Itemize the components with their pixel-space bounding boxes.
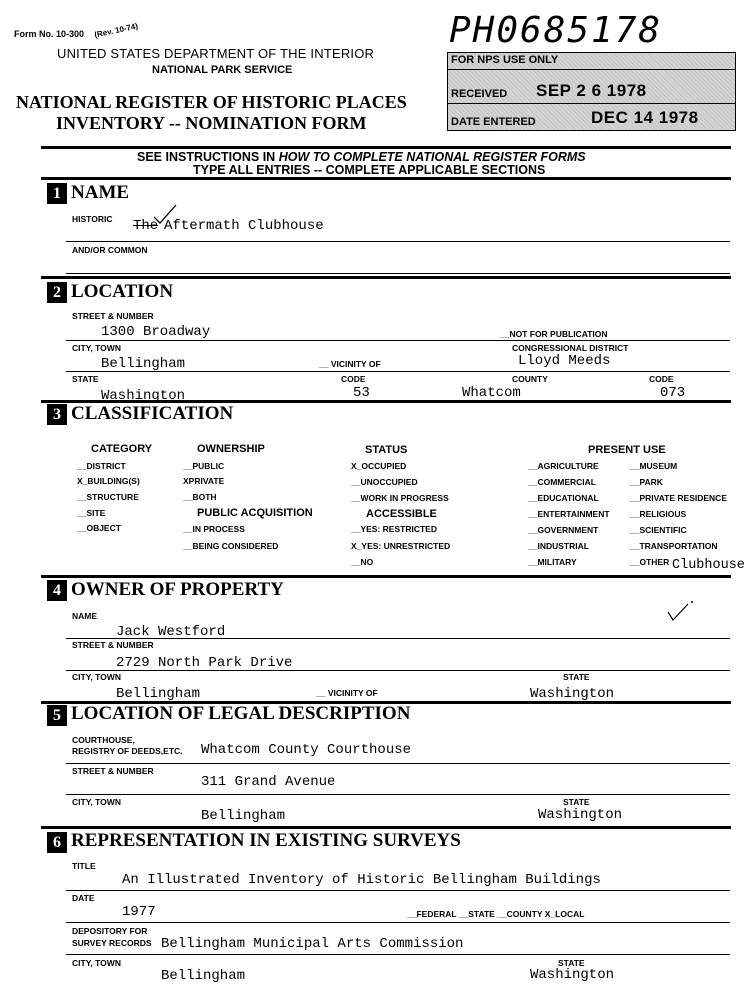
category-header: CATEGORY (91, 443, 153, 455)
rule (41, 826, 731, 829)
present-use-item: __INDUSTRIAL (528, 541, 589, 551)
rule (66, 922, 730, 923)
section-title: NAME (71, 182, 130, 203)
nps-use-label: FOR NPS USE ONLY (451, 54, 559, 66)
legal-street-value: 311 Grand Avenue (201, 774, 336, 790)
form-title-line1: NATIONAL REGISTER OF HISTORIC PLACES (16, 92, 407, 112)
present-use-item: __ENTERTAINMENT (528, 509, 610, 519)
state-value: Washington (101, 388, 186, 404)
present-use-item: __MUSEUM (630, 461, 678, 471)
form-number: Form No. 10-300 (14, 29, 85, 39)
rule (66, 954, 730, 955)
owner-street-label: STREET & NUMBER (72, 640, 154, 650)
rule (41, 146, 731, 149)
owner-city-label: CITY, TOWN (72, 672, 121, 682)
survey-title-label: TITLE (72, 861, 96, 871)
section-number: 1 (47, 183, 67, 204)
owner-name-value: Jack Westford (116, 624, 226, 640)
handwritten-reference-number: PH0685178 (449, 10, 663, 51)
section-number: 5 (47, 705, 67, 726)
section-number: 6 (47, 832, 67, 853)
legal-street-label: STREET & NUMBER (72, 766, 154, 776)
present-use-item: __RELIGIOUS (630, 509, 687, 519)
county-code-label: CODE (649, 374, 674, 384)
ownership-header: OWNERSHIP (197, 443, 265, 455)
ownership-item: XPRIVATE (183, 476, 225, 486)
survey-state-label: STATE (558, 958, 585, 968)
rule (41, 575, 731, 578)
status-header: STATUS (365, 444, 408, 456)
public-acquisition-header: PUBLIC ACQUISITION (197, 507, 313, 519)
acquisition-item: __IN PROCESS (183, 524, 245, 534)
present-use-item: __SCIENTIFIC (630, 525, 687, 535)
rule (41, 276, 731, 279)
present-use-item: __MILITARY (528, 557, 577, 567)
city-value: Bellingham (101, 356, 186, 372)
checkmark-icon (666, 598, 696, 624)
legal-city-value: Bellingham (201, 808, 286, 824)
legal-state-value: Washington (538, 807, 623, 823)
category-item: __STRUCTURE (77, 492, 139, 502)
present-use-item: __TRANSPORTATION (630, 541, 718, 551)
section-title: OWNER OF PROPERTY (71, 579, 284, 600)
present-use-header: PRESENT USE (588, 444, 666, 456)
vicinity-label: __ VICINITY OF (319, 359, 381, 369)
nps-use-box (447, 52, 736, 131)
state-code-value: 53 (353, 385, 370, 401)
rule (66, 273, 730, 274)
section-number: 4 (47, 580, 67, 601)
present-use-item: __PRIVATE RESIDENCE (630, 493, 727, 503)
rule (66, 371, 730, 372)
survey-date-label: DATE (72, 893, 95, 903)
survey-city-label: CITY, TOWN (72, 958, 121, 968)
historic-struck-word: The (133, 218, 159, 234)
survey-records-label: SURVEY RECORDS (72, 938, 152, 948)
legal-city-label: CITY, TOWN (72, 797, 121, 807)
present-use-item: __COMMERCIAL (528, 477, 597, 487)
section-number: 3 (47, 404, 67, 425)
rule (66, 638, 730, 639)
present-use-item: __EDUCATIONAL (528, 493, 599, 503)
rule (66, 763, 730, 764)
ownership-item: __PUBLIC (183, 461, 225, 471)
owner-state-label: STATE (563, 672, 590, 682)
received-label: RECEIVED (451, 88, 508, 100)
county-label: COUNTY (512, 374, 548, 384)
survey-level-options: __FEDERAL __STATE __COUNTY X_LOCAL (407, 909, 585, 919)
section-title: CLASSIFICATION (71, 403, 234, 424)
city-label: CITY, TOWN (72, 343, 121, 353)
section-title: REPRESENTATION IN EXISTING SURVEYS (71, 830, 461, 851)
accessible-item: __YES: RESTRICTED (351, 524, 437, 534)
owner-state-value: Washington (530, 686, 615, 702)
street-label: STREET & NUMBER (72, 311, 154, 321)
category-item: __OBJECT (77, 523, 121, 533)
county-code-value: 073 (660, 385, 686, 401)
present-use-item: __PARK (630, 477, 663, 487)
rule (66, 241, 730, 242)
depository-label: DEPOSITORY FOR (72, 926, 148, 936)
nps-divider (448, 69, 735, 70)
congressional-district-value: Lloyd Meeds (518, 353, 611, 369)
acquisition-item: __BEING CONSIDERED (183, 541, 279, 551)
category-item: X_BUILDING(S) (77, 476, 140, 486)
instructions-line1: SEE INSTRUCTIONS IN HOW TO COMPLETE NATIONAL REGISTER FORMS (137, 150, 586, 164)
congressional-district-label: CONGRESSIONAL DISTRICT (512, 343, 629, 353)
courthouse-label: COURTHOUSE, (72, 735, 135, 745)
survey-title-value: An Illustrated Inventory of Historic Bellingham Buildings (122, 872, 601, 888)
date-entered-label: DATE ENTERED (451, 116, 536, 128)
survey-date-value: 1977 (122, 904, 156, 920)
present-use-item: __AGRICULTURE (528, 461, 599, 471)
state-label: STATE (72, 374, 99, 384)
owner-city-value: Bellingham (116, 686, 201, 702)
date-entered-stamp: DEC 14 1978 (591, 108, 699, 127)
rule (66, 890, 730, 891)
present-use-item: __OTHER (630, 557, 670, 567)
legal-state-label: STATE (563, 797, 590, 807)
present-use-item: __GOVERNMENT (528, 525, 599, 535)
state-code-label: CODE (341, 374, 366, 384)
county-value: Whatcom (462, 385, 521, 401)
accessible-item: X_YES: UNRESTRICTED (351, 541, 451, 551)
section-number: 2 (47, 282, 67, 303)
category-item: __DISTRICT (77, 461, 126, 471)
rule (66, 794, 730, 795)
ownership-item: __BOTH (183, 492, 217, 502)
status-item: __WORK IN PROGRESS (351, 493, 449, 503)
section-title: LOCATION (71, 281, 174, 302)
depository-value: Bellingham Municipal Arts Commission (161, 936, 464, 952)
owner-street-value: 2729 North Park Drive (116, 655, 293, 671)
historic-label: HISTORIC (72, 214, 113, 224)
survey-state-value: Washington (530, 967, 615, 983)
not-for-publication-label: __NOT FOR PUBLICATION (500, 329, 608, 339)
registry-label: REGISTRY OF DEEDS,ETC. (72, 746, 183, 756)
department-name: UNITED STATES DEPARTMENT OF THE INTERIOR (57, 46, 375, 61)
status-item: X_OCCUPIED (351, 461, 407, 471)
agency-name: NATIONAL PARK SERVICE (152, 64, 293, 76)
owner-name-label: NAME (72, 611, 98, 621)
street-value: 1300 Broadway (101, 324, 211, 340)
accessible-item: __NO (351, 557, 374, 567)
received-stamp: SEP 2 6 1978 (536, 81, 647, 100)
rule (41, 177, 731, 180)
form-revision: (Rev. 10-74) (93, 21, 139, 40)
common-name-label: AND/OR COMMON (72, 245, 148, 255)
category-item: __SITE (77, 508, 106, 518)
rule (66, 340, 730, 341)
owner-vicinity-label: __ VICINITY OF (316, 688, 378, 698)
status-item: __UNOCCUPIED (351, 477, 418, 487)
rule (66, 670, 730, 671)
accessible-header: ACCESSIBLE (366, 508, 437, 520)
survey-city-value: Bellingham (161, 968, 246, 984)
historic-name-value: Aftermath Clubhouse (164, 218, 324, 234)
nps-divider (448, 103, 735, 104)
instructions-line2: TYPE ALL ENTRIES -- COMPLETE APPLICABLE SECTIONS (193, 163, 546, 177)
other-use-value: Clubhouse (672, 558, 745, 573)
checkmark-icon (152, 203, 180, 225)
courthouse-value: Whatcom County Courthouse (201, 742, 412, 758)
section-title: LOCATION OF LEGAL DESCRIPTION (71, 703, 411, 724)
form-title-line2: INVENTORY -- NOMINATION FORM (56, 113, 367, 133)
